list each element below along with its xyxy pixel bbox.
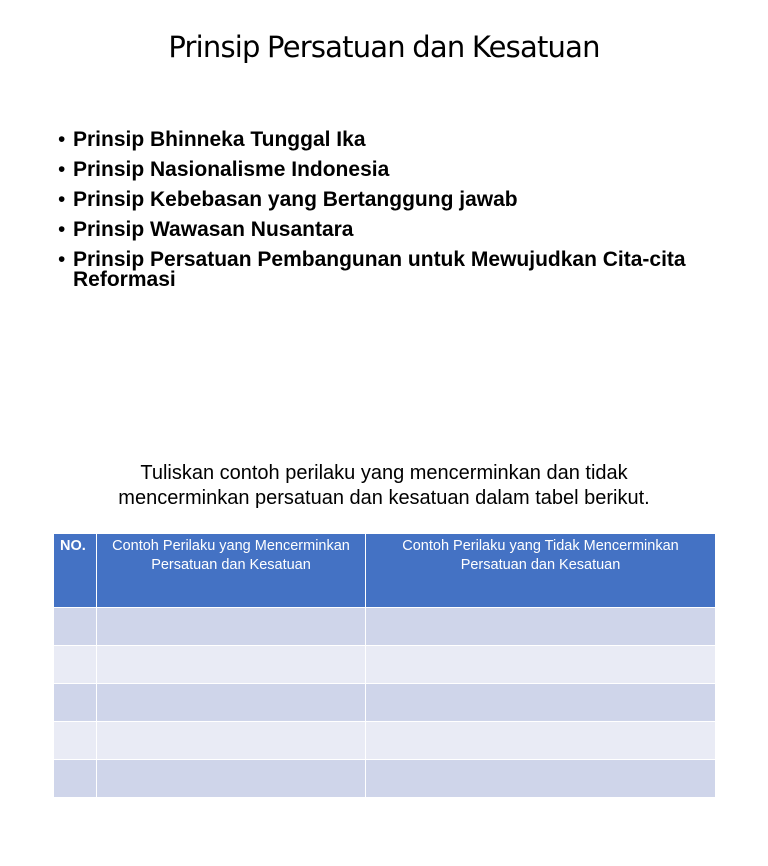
principles-list <box>58 130 708 300</box>
bullet-icon: • <box>58 188 66 211</box>
list-item <box>58 220 708 240</box>
header-reflecting: Contoh Perilaku yang Mencerminkan Persatuan dan Kesatuan <box>97 534 366 608</box>
table-row <box>54 646 716 684</box>
cell-reflecting[interactable] <box>97 608 366 646</box>
cell-not-reflecting[interactable] <box>366 684 716 722</box>
table-row <box>54 684 716 722</box>
cell-no[interactable] <box>54 608 97 646</box>
list-item <box>58 190 708 210</box>
header-no: NO. <box>54 534 97 608</box>
header-not-reflecting: Contoh Perilaku yang Tidak Mencerminkan Persatuan dan Kesatuan <box>366 534 716 608</box>
table-row <box>54 722 716 760</box>
bullet-icon: • <box>58 248 66 271</box>
cell-no[interactable] <box>54 760 97 798</box>
cell-reflecting[interactable] <box>97 684 366 722</box>
instruction-line: mencerminkan persatuan dan kesatuan dalam tabel berikut. <box>118 487 650 509</box>
cell-no[interactable] <box>54 722 97 760</box>
cell-reflecting[interactable] <box>97 722 366 760</box>
cell-not-reflecting[interactable] <box>366 722 716 760</box>
cell-no[interactable] <box>54 646 97 684</box>
principle-text: Prinsip Kebebasan yang Bertanggung jawab <box>73 188 518 211</box>
list-item <box>58 250 708 290</box>
table-header-row <box>54 534 716 608</box>
table-row <box>54 760 716 798</box>
page-title: Prinsip Persatuan dan Kesatuan <box>168 30 600 64</box>
cell-not-reflecting[interactable] <box>366 760 716 798</box>
principle-text: Prinsip Wawasan Nusantara <box>73 218 354 241</box>
cell-not-reflecting[interactable] <box>366 608 716 646</box>
bullet-icon: • <box>58 128 66 151</box>
table-row <box>54 608 716 646</box>
bullet-icon: • <box>58 158 66 181</box>
principle-text: Prinsip Bhinneka Tunggal Ika <box>73 128 366 151</box>
list-item <box>58 160 708 180</box>
principle-text: Prinsip Persatuan Pembangunan untuk Mewujudkan Cita-cita Reformasi <box>73 248 686 291</box>
instruction-line: Tuliskan contoh perilaku yang mencerminkan dan tidak <box>140 462 628 484</box>
cell-not-reflecting[interactable] <box>366 646 716 684</box>
bullet-icon: • <box>58 218 66 241</box>
behavior-table <box>53 533 716 798</box>
cell-no[interactable] <box>54 684 97 722</box>
list-item <box>58 130 708 150</box>
cell-reflecting[interactable] <box>97 760 366 798</box>
cell-reflecting[interactable] <box>97 646 366 684</box>
instruction-text <box>0 461 768 511</box>
principle-text: Prinsip Nasionalisme Indonesia <box>73 158 390 181</box>
